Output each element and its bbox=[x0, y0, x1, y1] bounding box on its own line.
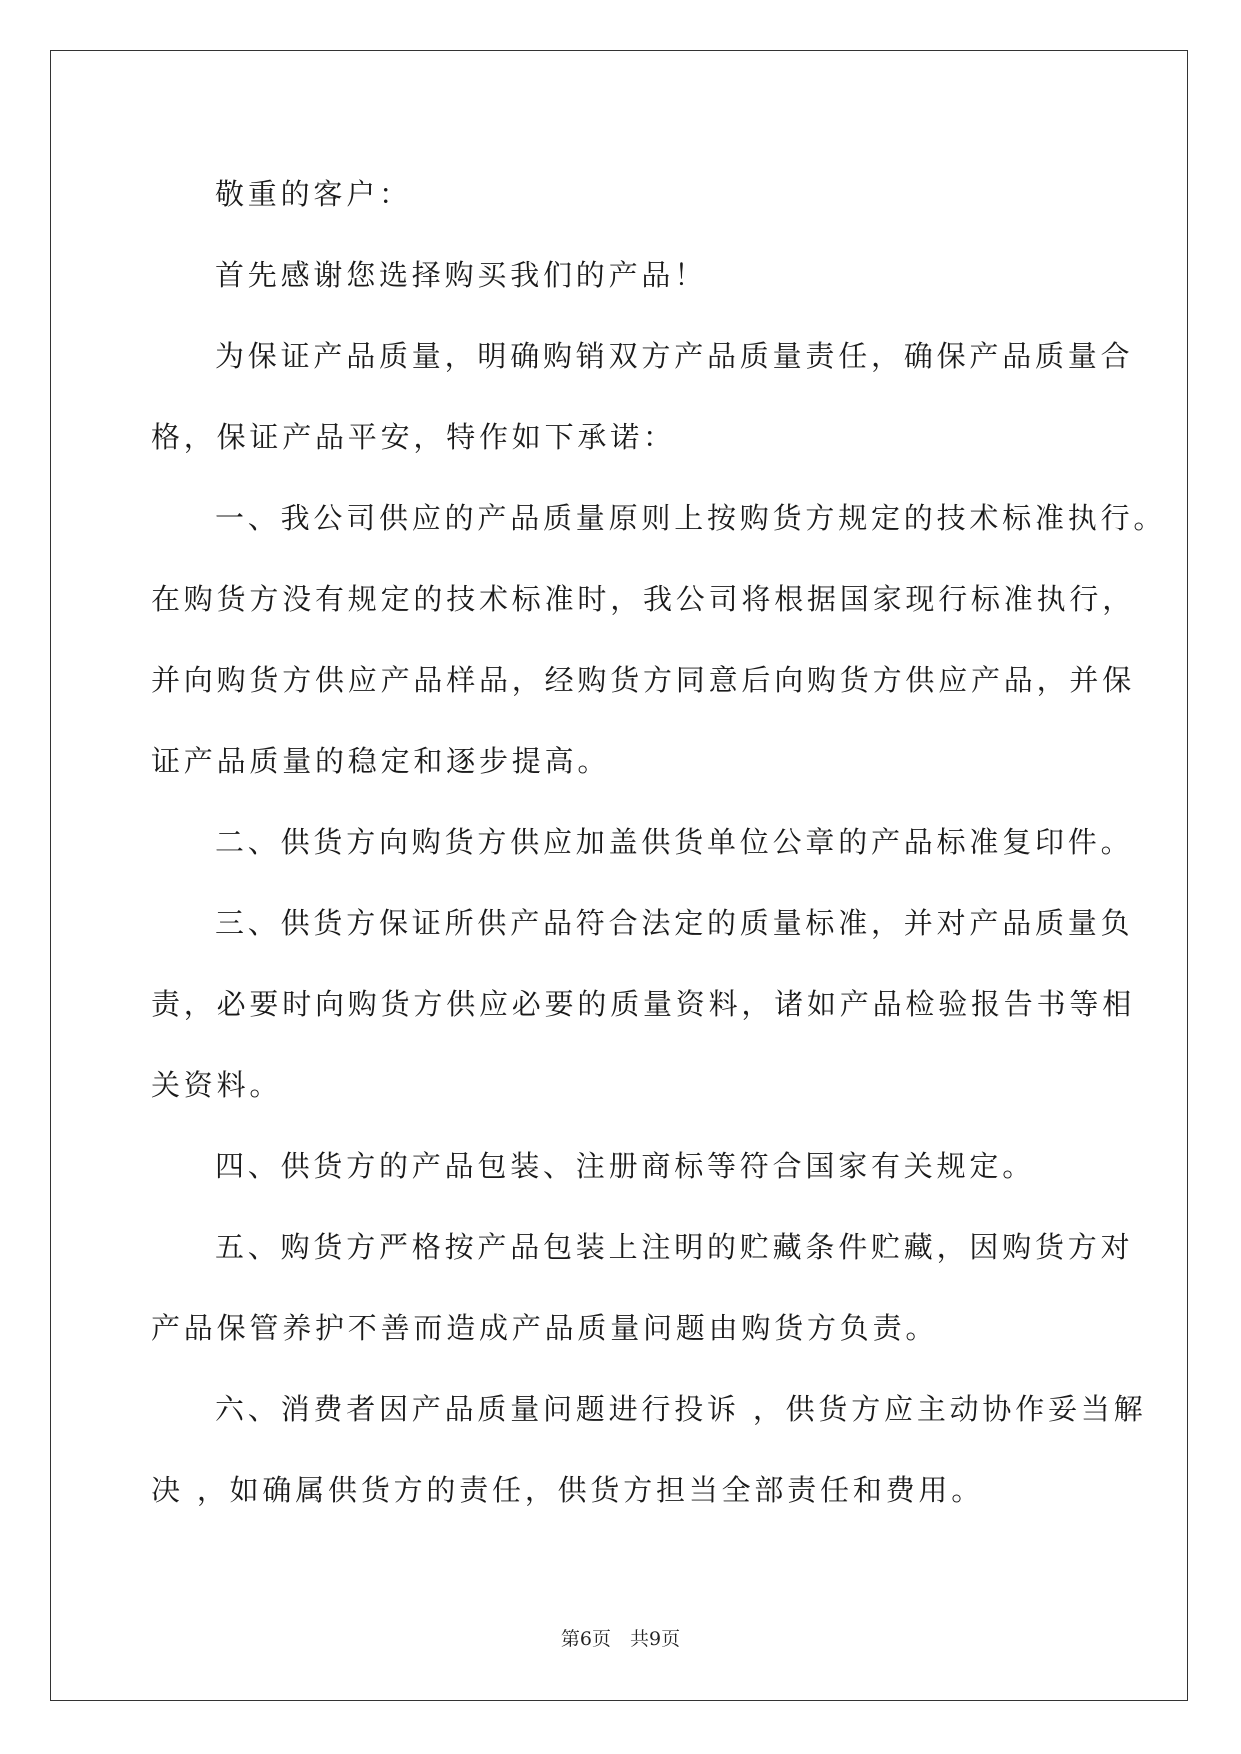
paragraph-line: 三、供货方保证所供产品符合法定的质量标准，并对产品质量负 bbox=[215, 906, 1134, 940]
salutation: 敬重的客户： bbox=[215, 177, 412, 211]
paragraph-line: 产品保管养护不善而造成产品质量问题由购货方负责。 bbox=[151, 1311, 939, 1345]
paragraph-line: 五、购货方严格按产品包装上注明的贮藏条件贮藏，因购货方对 bbox=[215, 1230, 1134, 1264]
page-number-footer: 第6页 共9页 bbox=[560, 1628, 681, 1650]
paragraph-line: 四、供货方的产品包装、注册商标等符合国家有关规定。 bbox=[215, 1149, 1036, 1183]
paragraph-line: 证产品质量的稳定和逐步提高。 bbox=[151, 744, 611, 778]
paragraph-line: 一、我公司供应的产品质量原则上按购货方规定的技术标准执行。 bbox=[215, 501, 1167, 535]
paragraph-line: 并向购货方供应产品样品，经购货方同意后向购货方供应产品，并保 bbox=[151, 663, 1136, 697]
paragraph-line: 在购货方没有规定的技术标准时，我公司将根据国家现行标准执行， bbox=[151, 582, 1136, 616]
paragraph-line: 二、供货方向购货方供应加盖供货单位公章的产品标准复印件。 bbox=[215, 825, 1134, 859]
paragraph-line: 格，保证产品平安，特作如下承诺： bbox=[151, 420, 676, 454]
document-body bbox=[151, 160, 1167, 1537]
paragraph-line: 关资料。 bbox=[151, 1068, 283, 1102]
paragraph-line: 为保证产品质量，明确购销双方产品质量责任，确保产品质量合 bbox=[215, 339, 1134, 373]
paragraph-line: 责，必要时向购货方供应必要的质量资料，诸如产品检验报告书等相 bbox=[151, 987, 1136, 1021]
paragraph-line: 决 ，如确属供货方的责任，供货方担当全部责任和费用。 bbox=[151, 1473, 985, 1507]
paragraph-line: 六、消费者因产品质量问题进行投诉 ，供货方应主动协作妥当解 bbox=[215, 1392, 1147, 1426]
paragraph-line: 首先感谢您选择购买我们的产品！ bbox=[215, 258, 708, 292]
